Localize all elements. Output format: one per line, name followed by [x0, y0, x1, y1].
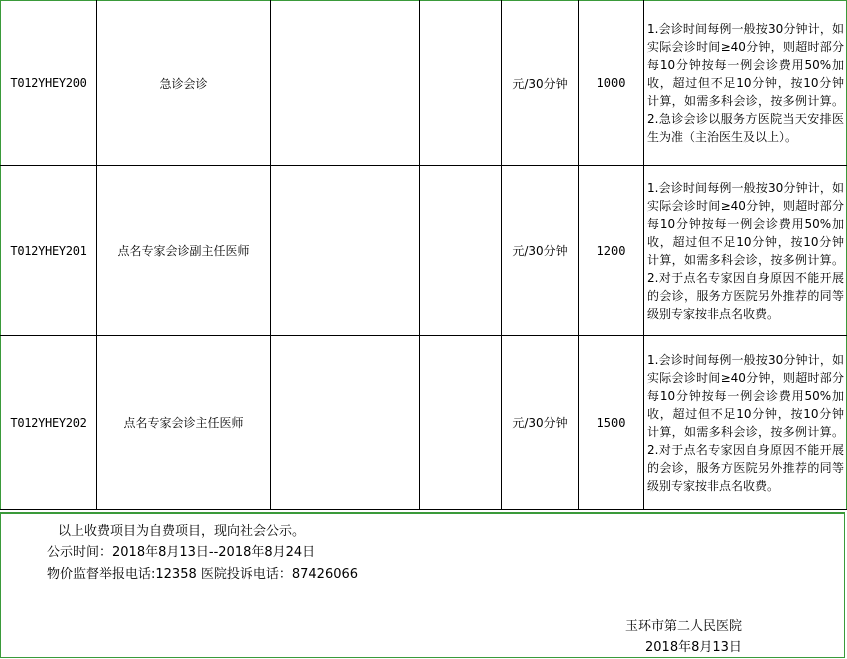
item-note: 1.会诊时间每例一般按30分钟计，如实际会诊时间≥40分钟，则超时部分每10分钟按每一例会诊费用50%加收，超过但不足10分钟，按10分钟计算，如需多科会诊，按多例计算。2.对于点名专家因自身原因不能开展的会诊，服务方医院另外推荐的同等级别专家按非点名收费。 — [644, 336, 847, 510]
item-price: 1200 — [579, 166, 644, 336]
item-name: 急诊会诊 — [97, 1, 271, 166]
notice-footer — [0, 512, 845, 658]
publicity-period: 公示时间：2018年8月13日--2018年8月24日 — [47, 545, 316, 560]
item-price: 1000 — [579, 1, 644, 166]
table-row — [1, 1, 847, 166]
item-name: 点名专家会诊副主任医师 — [97, 166, 271, 336]
item-code: T012YHEY200 — [1, 1, 97, 166]
item-unit: 元/30分钟 — [502, 166, 579, 336]
self-pay-statement: 以上收费项目为自费项目，现向社会公示。 — [58, 524, 306, 539]
item-name: 点名专家会诊主任医师 — [97, 336, 271, 510]
item-code: T012YHEY201 — [1, 166, 97, 336]
notice-date: 2018年8月13日 — [645, 640, 742, 655]
item-excluded-cell — [420, 166, 502, 336]
item-note: 1.会诊时间每例一般按30分钟计，如实际会诊时间≥40分钟，则超时部分每10分钟按每一例会诊费用50%加收，超过但不足10分钟，按10分钟计算，如需多科会诊，按多例计算。2.对于点名专家因自身原因不能开展的会诊，服务方医院另外推荐的同等级别专家按非点名收费。 — [644, 166, 847, 336]
hospital-name: 玉环市第二人民医院 — [625, 619, 743, 634]
item-content-cell — [271, 166, 420, 336]
item-unit: 元/30分钟 — [502, 1, 579, 166]
report-hotlines: 物价监督举报电话:12358 医院投诉电话：87426066 — [47, 567, 359, 582]
item-content-cell — [271, 336, 420, 510]
item-content-cell — [271, 1, 420, 166]
item-excluded-cell — [420, 336, 502, 510]
item-code: T012YHEY202 — [1, 336, 97, 510]
item-note: 1.会诊时间每例一般按30分钟计，如实际会诊时间≥40分钟，则超时部分每10分钟按每一例会诊费用50%加收，超过但不足10分钟，按10分钟计算，如需多科会诊，按多例计算。2.急诊会诊以服务方医院当天安排医生为准（主治医生及以上）。 — [644, 1, 847, 166]
item-excluded-cell — [420, 1, 502, 166]
table-row — [1, 166, 847, 336]
table-row — [1, 336, 847, 510]
item-price: 1500 — [579, 336, 644, 510]
item-unit: 元/30分钟 — [502, 336, 579, 510]
